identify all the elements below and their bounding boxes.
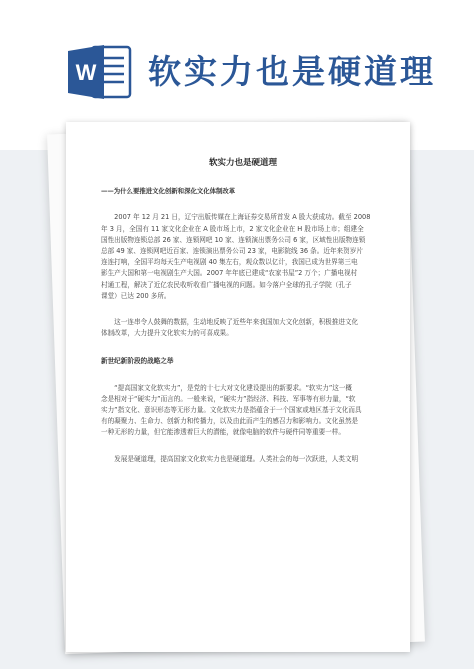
paragraph-line: 这一连串令人鼓舞的数据，生动地反映了近些年来我国加大文化创新，积极推进文化 (101, 318, 359, 327)
paragraph-3 (101, 383, 377, 439)
paragraph-line: 连连打响，全国平均每天生产电视剧 40 集左右，观众数以亿计，我国已成为世界第三电 (101, 258, 358, 267)
section-heading: 新世纪新阶段的战略之举 (101, 357, 174, 366)
paragraph-line: 影生产大国和第一电视剧生产大国。2007 年年底已建成“农家书屋”2 万个；广播电视村 (101, 269, 358, 278)
word-icon (68, 43, 132, 101)
document-body (101, 158, 377, 465)
paragraph-line: 2007 年 12 月 21 日，辽宁出版传媒在上海证券交易所首发 A 股大获成功。截至 2008 (101, 213, 371, 222)
document-page (66, 122, 410, 652)
document-subtitle: ——为什么要推进文化创新和深化文化体制改革 (101, 187, 236, 196)
paragraph-line: “提高国家文化软实力”，是党的十七大对文化建设提出的新要求。“软实力”这一概 (101, 383, 353, 392)
paragraph-line: 念是相对于“硬实力”而言的。一般来说，“硬实力”指经济、科技、军事等有形力量，“软 (101, 394, 356, 403)
paragraph-line: 发展是硬道理，提高国家文化软实力也是硬道理。人类社会的每一次跃进，人类文明 (101, 454, 359, 463)
document-title: 软实力也是硬道理 (208, 158, 277, 168)
paragraph-1 (101, 212, 377, 302)
paragraph-line: 有的凝聚力、生命力、创新力和传播力，以及由此而产生的感召力和影响力。文化虽然是 (101, 417, 359, 426)
svg-text:W: W (75, 60, 97, 85)
paragraph-4 (101, 454, 377, 465)
paragraph-line: 一种无形的力量，但它能渗透着巨大的潜能，就像电脑的软件与硬件同等重要一样。 (101, 428, 345, 437)
paragraph-line: 课堂）已达 200 多所。 (101, 291, 171, 300)
banner-title: 软实力也是硬道理 (148, 52, 436, 91)
paragraph-line: 总部 49 家、连锁网吧近百家、连锁演出票务公司 23 家，电影院线 36 条。近年来贺岁片 (101, 247, 363, 256)
paragraph-2 (101, 317, 377, 339)
paragraph-line: 村通工程，解决了近亿农民收听收看广播电视的问题。如今落户全球的孔子学院（孔子 (101, 280, 352, 289)
paragraph-line: 实力”指文化、意识形态等无形力量。文化软实力是指蕴含于一个国家或地区基于文化而具 (101, 406, 362, 415)
paragraph-line: 体制改革，大力提升文化软实力的可喜成果。 (101, 329, 233, 338)
paragraph-line: 国性出版物连锁总部 26 家、连锁网吧 10 家、连锁演出票务公司 6 家，区域性出版物连锁 (101, 235, 366, 244)
paragraph-line: 年 3 月，全国有 11 家文化企业在 A 股市场上市，2 家文化企业在 H 股市场上市；组建全 (101, 224, 364, 233)
